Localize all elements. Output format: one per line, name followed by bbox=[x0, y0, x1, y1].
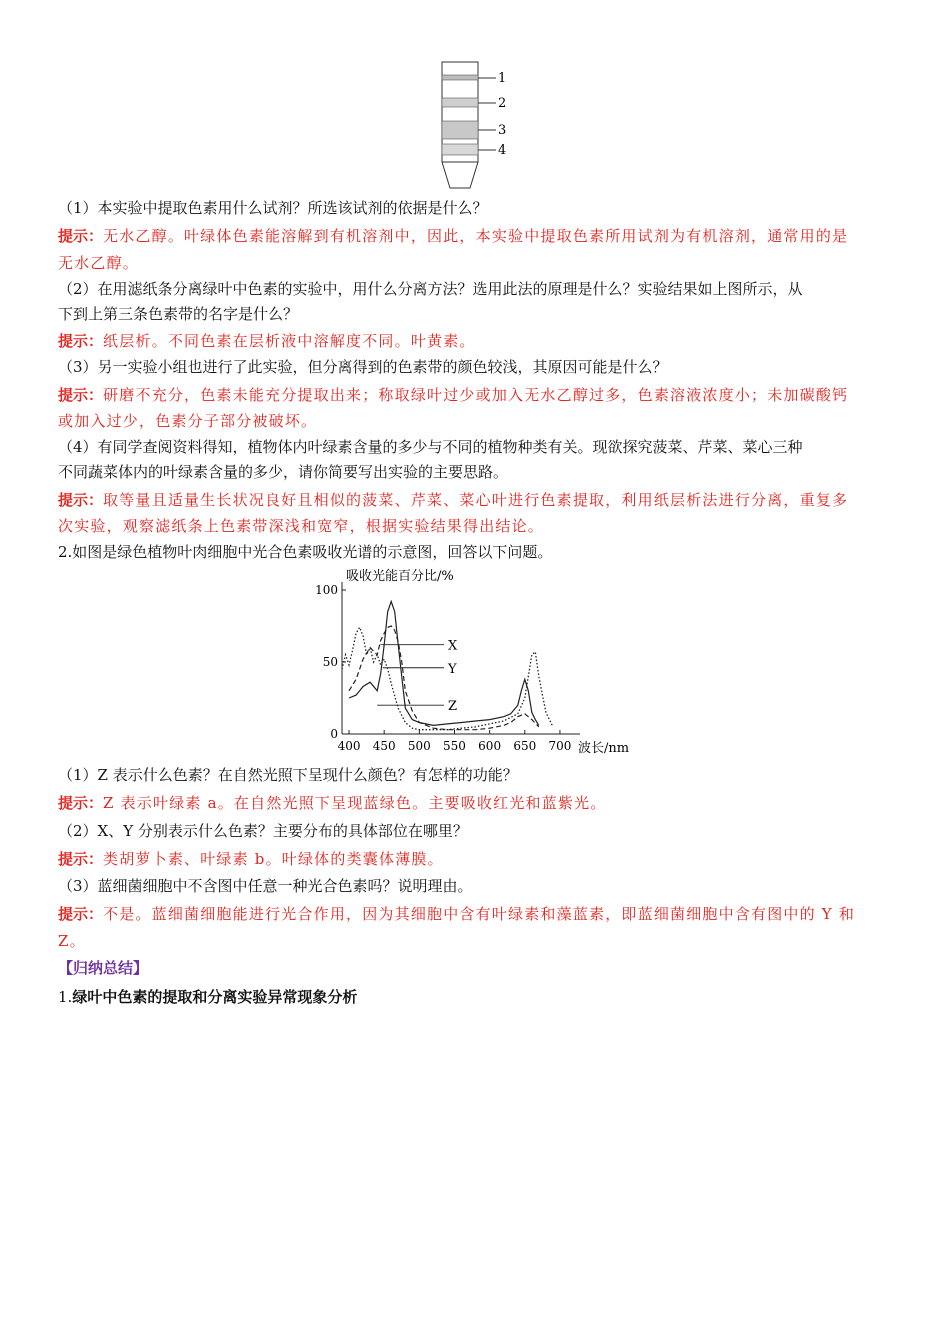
chart-xlabel: 波长/nm bbox=[578, 741, 630, 756]
x-tick-label: 650 bbox=[513, 739, 537, 753]
band-label-3: 3 bbox=[498, 123, 507, 138]
series-label-z: Z bbox=[448, 699, 458, 715]
x-tick-label: 500 bbox=[407, 739, 431, 753]
band-label-1: 1 bbox=[498, 71, 507, 86]
s1-answer-3-cont: 或加入过少，色素分子部分被破坏。 bbox=[58, 412, 318, 430]
x-tick-label: 450 bbox=[372, 739, 396, 753]
y-tick-label: 100 bbox=[315, 583, 338, 597]
band-label-2: 2 bbox=[498, 96, 507, 111]
hint-label: 提示： bbox=[58, 227, 104, 245]
s2-answer-3-cont: Z。 bbox=[58, 932, 86, 950]
s2-answer-2-text: 类胡萝卜素、叶绿素 b。叶绿体的类囊体薄膜。 bbox=[103, 850, 444, 868]
s2-answer-3-text: 不是。蓝细菌细胞能进行光合作用，因为其细胞中含有叶绿素和藻蓝素，即蓝细菌细胞中含有图中的 Y 和 bbox=[103, 905, 856, 923]
x-tick-label: 550 bbox=[443, 739, 466, 753]
pigment-band-2 bbox=[442, 98, 478, 107]
s2-question-2: （2）X、Y 分别表示什么色素？主要分布的具体部位在哪里？ bbox=[58, 822, 468, 840]
y-tick-label: 50 bbox=[322, 655, 338, 669]
s1-question-4-cont: 不同蔬菜体内的叶绿素含量的多少，请你简要写出实验的主要思路。 bbox=[58, 463, 509, 481]
s2-answer-2 bbox=[58, 849, 892, 869]
pigment-band-1 bbox=[442, 75, 478, 80]
s1-question-1: （1）本实验中提取色素用什么试剂？所选该试剂的依据是什么？ bbox=[58, 199, 488, 217]
chart-series-labels bbox=[377, 639, 458, 714]
s1-question-2-cont: 下到上第三条色素带的名字是什么？ bbox=[58, 305, 299, 323]
s1-answer-4-text: 取等量且适量生长状况良好且相似的菠菜、芹菜、菜心叶进行色素提取，利用纸层析法进行分离，重复多 bbox=[103, 491, 849, 509]
chart-ylabel: 吸收光能百分比/% bbox=[346, 569, 454, 584]
band-label-4: 4 bbox=[498, 143, 507, 158]
s1-answer-4-cont: 次实验，观察滤纸条上色素带深浅和宽窄，根据实验结果得出结论。 bbox=[58, 517, 545, 535]
x-tick-label: 700 bbox=[548, 739, 572, 753]
pigment-band-3 bbox=[442, 121, 478, 139]
s1-answer-1-text: 无水乙醇。叶绿体色素能溶解到有机溶剂中，因此，本实验中提取色素所用试剂为有机溶剂，通常用的是 bbox=[103, 227, 849, 245]
s2-question-1: （1）Z 表示什么色素？在自然光照下呈现什么颜色？有怎样的功能？ bbox=[58, 766, 518, 784]
s2-intro: 2.如图是绿色植物叶肉细胞中光合色素吸收光谱的示意图，回答以下问题。 bbox=[58, 543, 553, 561]
s1-answer-3-text: 研磨不充分，色素未能充分提取出来；称取绿叶过少或加入无水乙醇过多，色素溶液浓度小；未加碳酸钙 bbox=[103, 386, 849, 404]
hint-label: 提示： bbox=[58, 332, 104, 350]
series-label-x: X bbox=[448, 638, 458, 654]
s2-question-3: （3）蓝细菌细胞中不含图中任意一种光合色素吗？说明理由。 bbox=[58, 877, 473, 895]
s1-answer-2-text: 纸层析。不同色素在层析液中溶解度不同。叶黄素。 bbox=[103, 332, 476, 350]
summary-heading-text: 绿叶中色素的提取和分离实验异常现象分析 bbox=[72, 988, 358, 1006]
summary-heading bbox=[58, 987, 892, 1007]
s1-answer-1 bbox=[58, 226, 892, 246]
hint-label: 提示： bbox=[58, 794, 104, 812]
s2-answer-3 bbox=[58, 904, 892, 924]
s1-answer-3 bbox=[58, 385, 892, 405]
s1-question-4: （4）有同学查阅资料得知，植物体内叶绿素含量的多少与不同的植物种类有关。现欲探究菠菜、芹菜、菜心三种 bbox=[58, 438, 803, 456]
s2-answer-1-text: Z 表示叶绿素 a。在自然光照下呈现蓝绿色。主要吸收红光和蓝紫光。 bbox=[103, 794, 607, 812]
series-line-x bbox=[349, 602, 539, 726]
summary-title: 【归纳总结】 bbox=[58, 959, 149, 977]
pigment-band-4 bbox=[442, 144, 478, 155]
s1-answer-1-cont: 无水乙醇。 bbox=[58, 254, 140, 272]
x-tick-label: 400 bbox=[337, 739, 361, 753]
s1-question-2: （2）在用滤纸条分离绿叶中色素的实验中，用什么分离方法？选用此法的原理是什么？实验结果如上图所示，从 bbox=[58, 280, 803, 298]
series-label-y: Y bbox=[448, 661, 457, 677]
hint-label: 提示： bbox=[58, 386, 104, 404]
hint-label: 提示： bbox=[58, 850, 104, 868]
hint-label: 提示： bbox=[58, 491, 104, 509]
s1-answer-4 bbox=[58, 490, 892, 510]
summary-heading-number: 1. bbox=[58, 988, 73, 1006]
s1-answer-2 bbox=[58, 331, 892, 351]
s1-question-3: （3）另一实验小组也进行了此实验，但分离得到的色素带的颜色较浅，其原因可能是什么？ bbox=[58, 358, 668, 376]
y-tick-label: 0 bbox=[330, 727, 338, 741]
chromatography-strip-figure bbox=[430, 58, 520, 194]
s2-answer-1 bbox=[58, 793, 892, 813]
x-tick-label: 600 bbox=[478, 739, 502, 753]
hint-label: 提示： bbox=[58, 905, 104, 923]
absorption-spectrum-chart bbox=[308, 566, 644, 760]
